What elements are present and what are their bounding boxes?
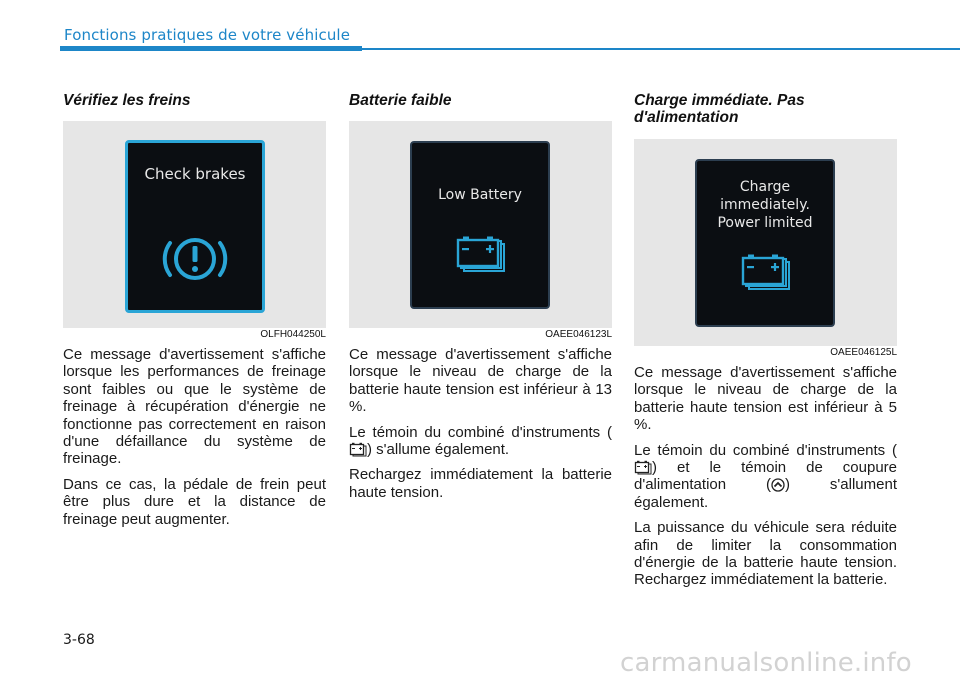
figure-caption: OAEE046123L	[545, 329, 612, 340]
figure-low-battery	[349, 121, 612, 328]
section-title	[634, 92, 897, 126]
cluster-display	[125, 140, 265, 313]
paragraph-text: Le témoin du combiné d'instruments (	[349, 423, 612, 441]
paragraph-text: ) s'allument également.	[634, 476, 897, 511]
cluster-display	[695, 159, 835, 327]
page-header-title: Fonctions pratiques de votre véhicule	[64, 26, 351, 44]
display-line: immediately.	[720, 197, 810, 213]
battery-indicator-icon	[349, 442, 367, 457]
cluster-display	[410, 141, 550, 309]
figure-caption: OLFH044250L	[260, 329, 326, 340]
brake-warning-icon	[160, 231, 230, 287]
power-limit-icon	[771, 478, 785, 492]
paragraph	[349, 424, 612, 459]
battery-icon	[741, 254, 793, 292]
display-line: Power limited	[717, 215, 813, 231]
display-message: Check brakes	[144, 165, 246, 183]
display-line: Charge	[739, 179, 791, 195]
display-message: Low Battery	[438, 187, 522, 203]
section-low-battery	[349, 92, 612, 501]
header-rule	[362, 48, 960, 50]
section-title-line: d'alimentation	[634, 109, 739, 126]
display-message	[697, 178, 833, 232]
figure-check-brakes	[63, 121, 326, 328]
page-number: 3-68	[63, 632, 95, 648]
battery-indicator-icon	[634, 460, 652, 475]
paragraph: Ce message d'avertissement s'affiche lorsque le niveau de charge de la batterie haute tension est inférieur à 5 %.	[634, 364, 897, 434]
paragraph: Ce message d'avertissement s'affiche lorsque le niveau de charge de la batterie haute tension est inférieur à 13 %.	[349, 346, 612, 416]
paragraph-text: ) s'allume également.	[367, 441, 510, 459]
figure-charge-immediately	[634, 139, 897, 346]
paragraph: Ce message d'avertissement s'affiche lorsque les performances de freinage sont faibles ou que le système de freinage à récupération d'énergie ne fonctionne pas correctement en raison d'une défaillance du système de freinage.	[63, 346, 326, 468]
watermark: carmanualsonline.info	[620, 648, 912, 678]
battery-icon	[456, 236, 508, 274]
section-charge-immediately	[634, 92, 897, 589]
section-title: Batterie faible	[349, 92, 452, 109]
paragraph: Dans ce cas, la pédale de frein peut être plus dure et la distance de freinage peut augmenter.	[63, 475, 326, 528]
section-title: Vérifiez les freins	[63, 92, 191, 109]
section-title-line: Charge immédiate. Pas	[634, 92, 805, 109]
paragraph: La puissance du véhicule sera réduite afin de limiter la consommation d'énergie de la batterie haute tension. Rechargez immédiatement la batterie.	[634, 519, 897, 589]
header-accent-bar	[60, 46, 362, 51]
section-check-brakes	[63, 92, 326, 528]
paragraph: Rechargez immédiatement la batterie haute tension.	[349, 466, 612, 501]
figure-caption: OAEE046125L	[830, 347, 897, 358]
paragraph	[634, 442, 897, 512]
paragraph-text: ) et le témoin de coupure d'alimentation (	[634, 459, 897, 494]
paragraph-text: Le témoin du combiné d'instruments (	[634, 441, 897, 459]
